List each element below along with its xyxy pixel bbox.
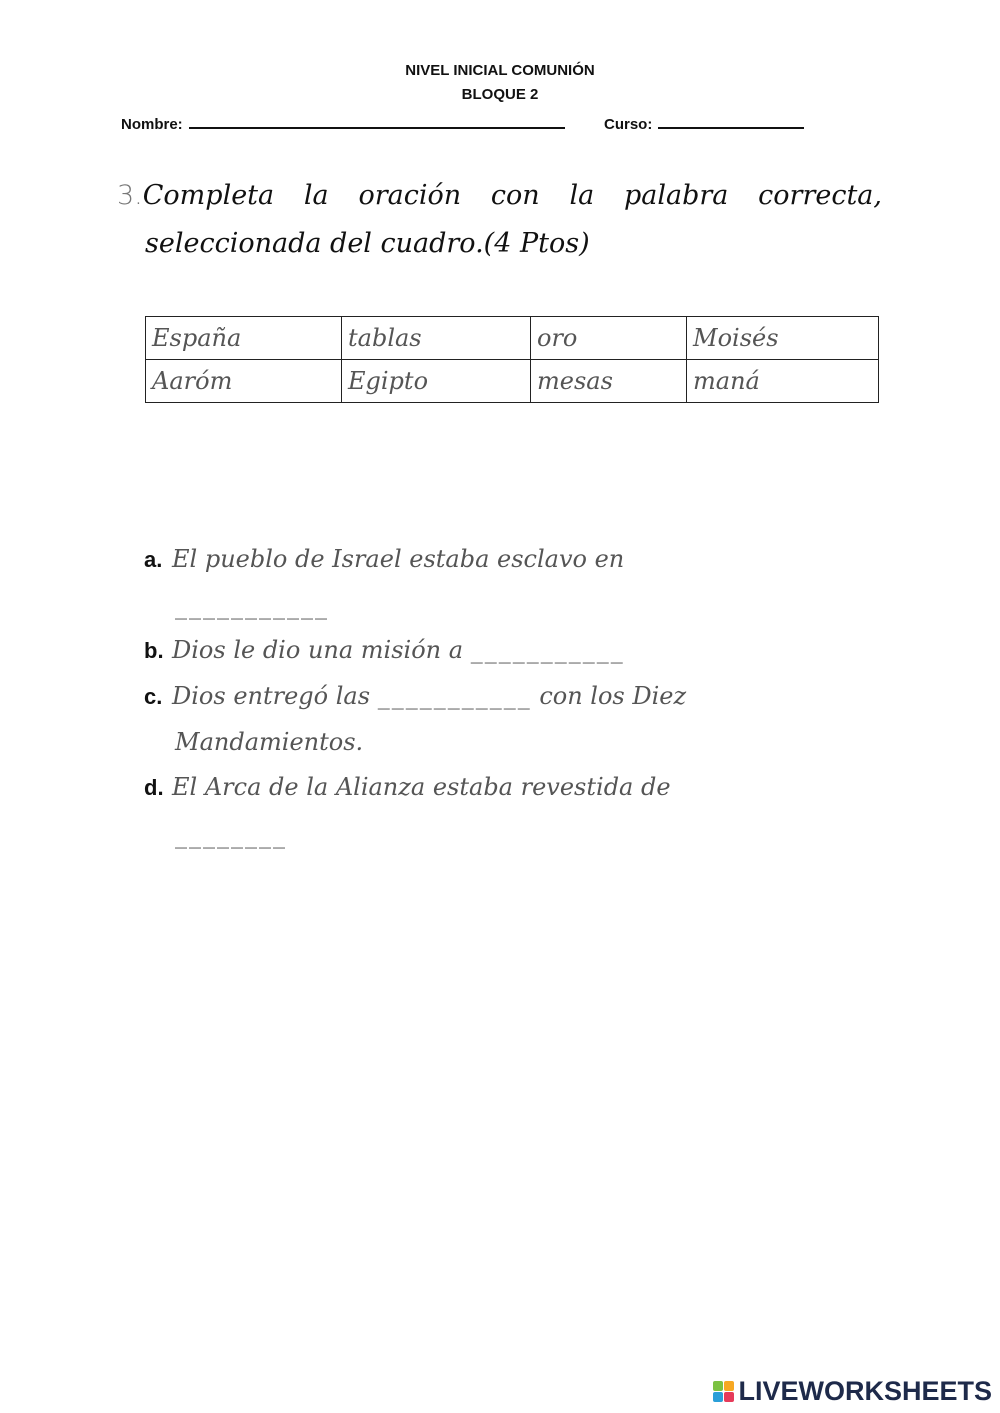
item-text: Dios entregó las	[172, 682, 371, 710]
liveworksheets-brand	[713, 1376, 992, 1407]
item-letter: c.	[144, 684, 163, 709]
course-input-line[interactable]	[658, 112, 804, 129]
instruction-word: Completa	[142, 180, 275, 211]
course-field	[604, 112, 804, 133]
exercise-item-b	[144, 636, 625, 664]
instruction-word: palabra	[623, 180, 729, 211]
word-bank-cell: Egipto	[342, 360, 531, 403]
answer-blank-c[interactable]: ___________	[377, 682, 532, 710]
word-bank-cell: Moisés	[687, 317, 879, 360]
name-field	[121, 112, 565, 133]
word-bank-table	[145, 316, 879, 403]
item-text: Dios le dio una misión a	[172, 636, 464, 664]
answer-blank-b[interactable]: ___________	[470, 636, 625, 664]
exercise-item-c	[144, 682, 686, 710]
name-label: Nombre:	[121, 116, 183, 133]
word-bank-cell: Aaróm	[146, 360, 342, 403]
word-bank-cell: mesas	[531, 360, 687, 403]
worksheet-title: NIVEL INICIAL COMUNIÓN	[405, 62, 595, 79]
exercise-item-c-continuation: Mandamientos.	[175, 728, 364, 756]
item-letter: b.	[144, 638, 164, 663]
word-bank-cell: España	[146, 317, 342, 360]
answer-blank-d[interactable]: ________	[175, 821, 287, 849]
instruction-word: correcta,	[758, 180, 882, 211]
word-bank-cell: oro	[531, 317, 687, 360]
brand-name: LIVEWORKSHEETS	[738, 1376, 992, 1406]
word-bank-cell: tablas	[342, 317, 531, 360]
instruction-line-1	[117, 180, 882, 211]
item-letter: d.	[144, 775, 164, 800]
liveworksheets-logo-icon	[713, 1381, 734, 1402]
word-bank-row	[146, 360, 879, 403]
worksheet-subtitle: BLOQUE 2	[461, 86, 539, 103]
exercise-item-d-continuation	[175, 821, 287, 849]
course-label: Curso:	[604, 116, 653, 133]
name-input-line[interactable]	[189, 112, 565, 129]
instruction-word: la	[569, 180, 595, 211]
item-text: El Arca de la Alianza estaba revestida de	[172, 773, 671, 801]
word-bank-cell: maná	[687, 360, 879, 403]
exercise-item-d	[144, 773, 671, 801]
exercise-item-a-continuation	[175, 592, 329, 620]
question-number: 3.	[117, 180, 143, 211]
item-letter: a.	[144, 547, 163, 572]
exercise-item-a	[144, 545, 624, 573]
answer-blank-a[interactable]: ___________	[175, 592, 329, 620]
item-text: con los Diez	[539, 682, 687, 710]
instruction-word: oración	[358, 180, 462, 211]
word-bank-row	[146, 317, 879, 360]
instruction-word: con	[490, 180, 540, 211]
instruction-word: la	[303, 180, 329, 211]
instruction-line-2: seleccionada del cuadro.(4 Ptos)	[145, 228, 590, 259]
item-text: El pueblo de Israel estaba esclavo en	[172, 545, 625, 573]
